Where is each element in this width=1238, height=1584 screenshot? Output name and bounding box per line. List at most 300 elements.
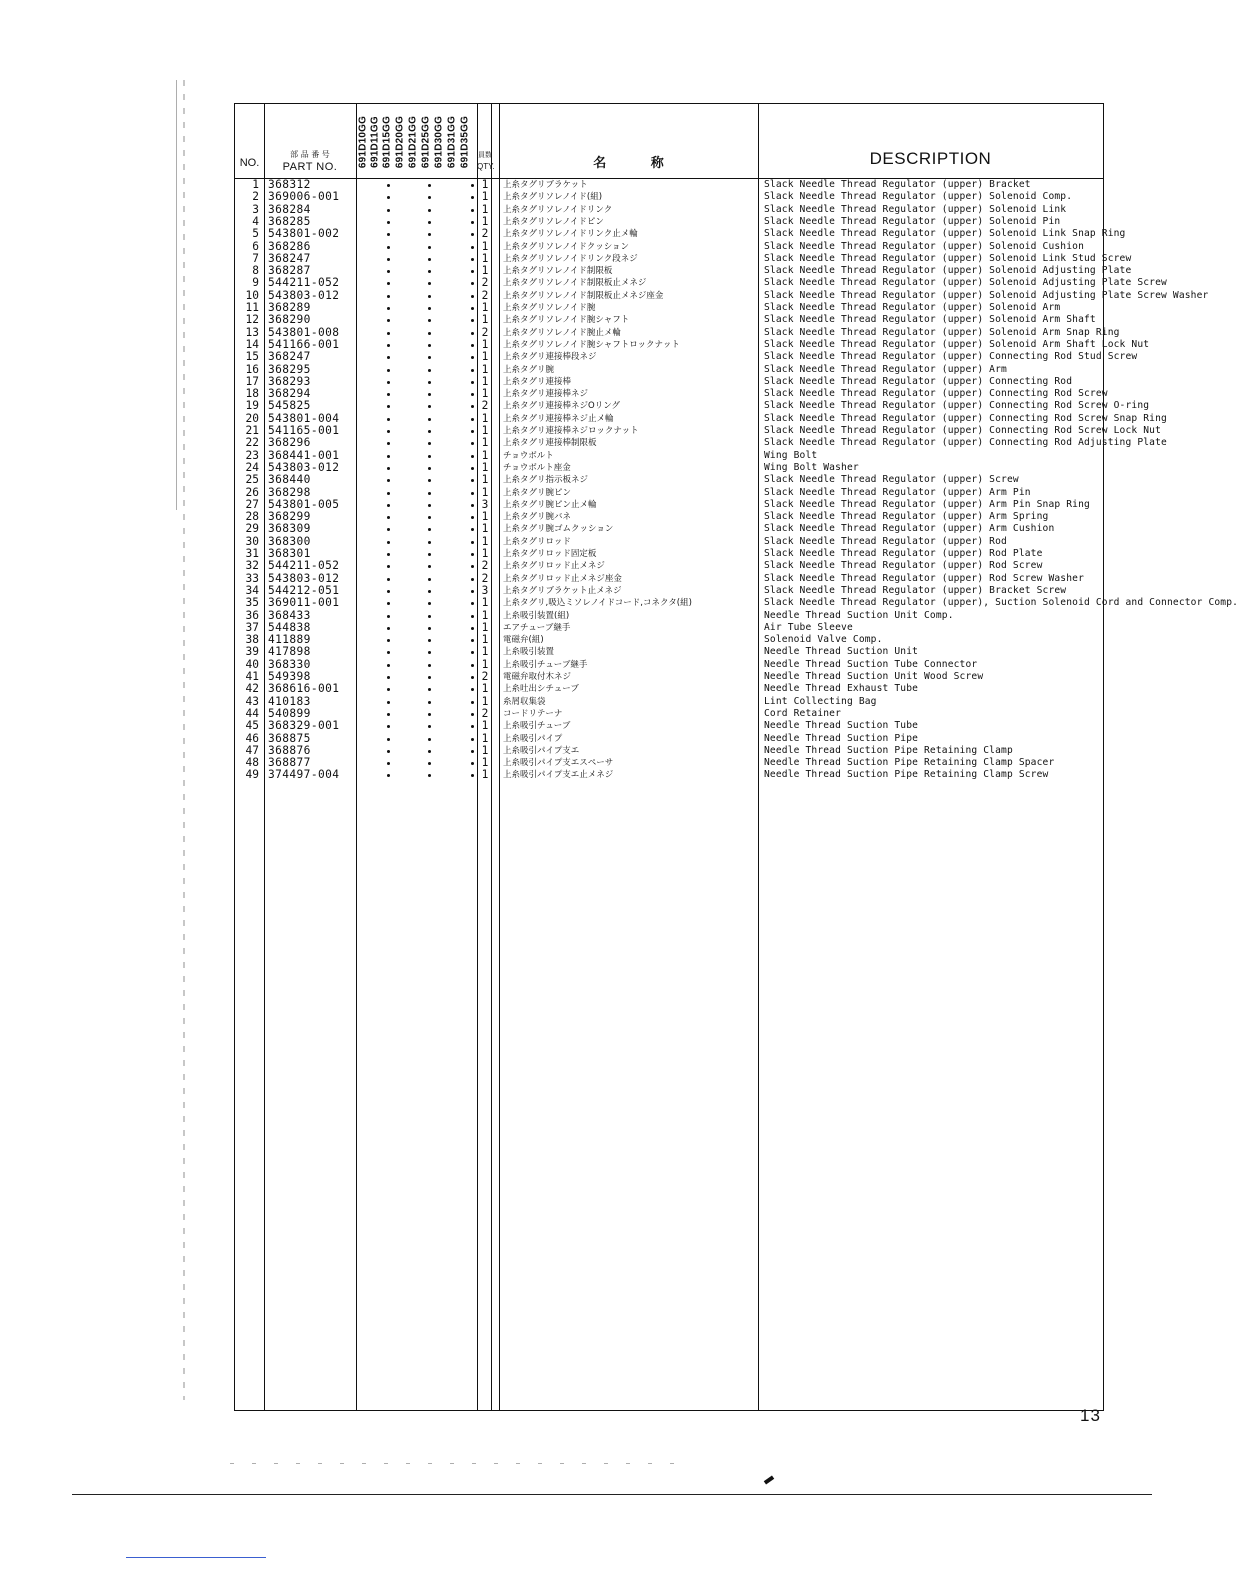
table-row: [235, 450, 1103, 462]
applicable-model-dot: [428, 356, 431, 359]
row-number: 28: [245, 510, 259, 524]
japanese-name: 上糸タグリソレノイド制限板止メネジ座金: [503, 290, 664, 301]
part-number: 543803-012: [268, 571, 340, 585]
quantity: 1: [481, 251, 489, 265]
table-row: [235, 585, 1103, 597]
quantity: 2: [481, 559, 489, 573]
applicable-model-dot: [428, 725, 431, 728]
japanese-name: 上糸タグリソレノイド制限板: [503, 266, 613, 277]
applicable-model-dot: [428, 332, 431, 335]
japanese-name: 上糸タグリソレノイドリンク段ネジ: [503, 253, 638, 264]
description: Slack Needle Thread Regulator (upper) Bracket: [764, 179, 1031, 190]
row-number: 20: [245, 411, 259, 425]
japanese-name: 上糸タグリ腕ゴムクッション: [503, 524, 614, 535]
quantity: 1: [481, 768, 489, 782]
applicable-model-dot: [471, 196, 474, 199]
applicable-model-dot: [428, 688, 431, 691]
applicable-model-dot: [471, 750, 474, 753]
description: Slack Needle Thread Regulator (upper) Screw: [764, 474, 1019, 486]
description: Slack Needle Thread Regulator (upper) Solenoid Link Snap Ring: [764, 228, 1126, 240]
applicable-model-dot: [387, 282, 390, 285]
japanese-name: 上糸吸引パイプ: [503, 733, 563, 744]
row-number: 4: [252, 214, 259, 228]
quantity: 1: [481, 719, 489, 733]
applicable-model-dot: [428, 430, 431, 433]
japanese-name: 上糸タグリソレノイドピン: [503, 216, 604, 227]
applicable-model-dot: [428, 738, 431, 741]
part-number: 368247: [268, 350, 311, 364]
applicable-model-dot: [387, 221, 390, 224]
japanese-name: 上糸タグリロッド止メネジ: [503, 561, 605, 572]
applicable-model-dot: [387, 393, 390, 396]
description: Wing Bolt: [764, 449, 818, 461]
quantity: 2: [481, 288, 489, 302]
part-number: 543801-008: [268, 325, 340, 339]
row-number: 19: [245, 399, 259, 413]
row-number: 45: [245, 719, 259, 733]
applicable-model-dot: [387, 418, 390, 421]
quantity: 3: [481, 497, 489, 511]
japanese-name: 上糸タグリ腕ピン止メ輪: [503, 499, 597, 510]
applicable-model-dot: [387, 381, 390, 384]
row-number: 32: [245, 559, 259, 573]
applicable-model-dot: [387, 344, 390, 347]
japanese-name: チョウボルト: [503, 450, 554, 461]
quantity: 2: [481, 325, 489, 339]
row-number: 2: [252, 190, 259, 204]
applicable-model-dot: [428, 184, 431, 187]
quantity: 2: [481, 706, 489, 720]
part-number: 368296: [268, 436, 311, 450]
applicable-model-dot: [471, 393, 474, 396]
applicable-model-dot: [387, 688, 390, 691]
applicable-model-dot: [428, 196, 431, 199]
qty-header: QTY.: [477, 162, 495, 171]
part-number: 368289: [268, 301, 311, 314]
description: Slack Needle Thread Regulator (upper) Solenoid Arm Shaft: [764, 314, 1096, 326]
quantity: 1: [481, 522, 489, 536]
description: Needle Thread Suction Unit Wood Screw: [764, 671, 984, 682]
japanese-name: 上糸タグリ,吸込ミソレノイドコード,コネクタ(組): [503, 598, 692, 609]
part-number: 368293: [268, 374, 311, 388]
description: Slack Needle Thread Regulator (upper) Arm Pin: [764, 486, 1031, 498]
part-number: 411889: [268, 633, 311, 647]
part-number: 417898: [268, 645, 311, 659]
applicable-model-dot: [471, 430, 474, 433]
row-number: 30: [245, 534, 259, 548]
applicable-model-dot: [471, 479, 474, 482]
applicable-model-dot: [471, 442, 474, 445]
row-number: 47: [245, 743, 259, 757]
part-number: 368295: [268, 362, 311, 376]
applicable-model-dot: [471, 282, 474, 285]
japanese-name: 上糸タグリ連接棒ネジロックナット: [503, 426, 639, 436]
applicable-model-dot: [428, 541, 431, 544]
scan-bottom-rule: [72, 1494, 1152, 1495]
quantity: 3: [481, 583, 489, 597]
row-number: 10: [245, 288, 259, 302]
japanese-name: 上糸吐出シチューブ: [503, 684, 579, 695]
applicable-model-dot: [387, 504, 390, 507]
scan-footer-rule: [126, 1557, 266, 1558]
quantity: 2: [481, 670, 489, 683]
applicable-model-dot: [428, 233, 431, 236]
part-number: 541166-001: [268, 337, 340, 351]
part-number: 543801-005: [268, 497, 340, 511]
quantity: 1: [481, 362, 489, 376]
table-row: [235, 708, 1103, 720]
japanese-name: 電磁弁取付木ネジ: [503, 672, 572, 682]
applicable-model-dot: [428, 492, 431, 495]
applicable-model-dot: [471, 602, 474, 605]
quantity: 1: [481, 387, 489, 401]
model-label: 691D25GG: [420, 115, 432, 169]
table-row: [235, 757, 1103, 769]
applicable-model-dot: [428, 504, 431, 507]
part-number: 368287: [268, 264, 311, 278]
part-number: 368290: [268, 313, 311, 327]
description: Needle Thread Suction Pipe: [764, 732, 919, 744]
part-number: 543801-002: [268, 227, 340, 241]
description: Slack Needle Thread Regulator (upper) Solenoid Pin: [764, 215, 1061, 227]
part-number: 540899: [268, 706, 311, 720]
part-number: 368299: [268, 510, 311, 524]
japanese-name: 上糸タグリブラケット: [503, 180, 588, 190]
quantity: 1: [481, 313, 489, 327]
row-number: 46: [245, 731, 259, 745]
applicable-model-dot: [387, 405, 390, 408]
japanese-name: 上糸タグリ連接棒制限板: [503, 438, 597, 449]
table-row: [235, 610, 1103, 622]
row-number: 38: [245, 633, 259, 647]
description: Slack Needle Thread Regulator (upper) Rod Screw: [764, 560, 1043, 572]
row-number: 5: [252, 227, 259, 241]
applicable-model-dot: [471, 455, 474, 458]
applicable-model-dot: [428, 676, 431, 679]
model-label: 691D21GG: [407, 115, 419, 169]
part-number: 374497-004: [268, 768, 340, 782]
quantity: 1: [481, 608, 489, 622]
japanese-name: 上糸吸引パイプ支エ: [503, 745, 580, 756]
applicable-model-dot: [428, 405, 431, 408]
table-row: [235, 216, 1103, 228]
part-number: 368247: [268, 251, 311, 265]
japanese-name: 上糸タグリブラケット止メネジ: [503, 585, 622, 596]
applicable-model-dot: [471, 664, 474, 667]
description: Solenoid Valve Comp.: [764, 634, 883, 646]
applicable-model-dot: [387, 467, 390, 470]
applicable-model-dot: [387, 492, 390, 495]
quantity: 1: [481, 534, 489, 548]
part-no-header: PART NO.: [282, 161, 338, 173]
table-row: [235, 769, 1103, 781]
applicable-model-dot: [471, 332, 474, 335]
quantity: 1: [481, 510, 489, 524]
applicable-model-dot: [471, 688, 474, 691]
part-number: 368309: [268, 522, 311, 536]
applicable-model-dot: [387, 578, 390, 581]
scan-smudge: [230, 1463, 690, 1464]
applicable-model-dot: [428, 319, 431, 322]
applicable-model-dot: [428, 369, 431, 372]
applicable-model-dot: [428, 750, 431, 753]
applicable-model-dot: [428, 590, 431, 593]
applicable-model-dot: [428, 516, 431, 519]
description: Needle Thread Suction Unit Comp.: [764, 609, 954, 621]
applicable-model-dot: [428, 258, 431, 261]
quantity: 1: [481, 596, 489, 610]
applicable-model-dot: [428, 602, 431, 605]
quantity: 1: [481, 448, 489, 462]
applicable-model-dot: [387, 442, 390, 445]
part-number: 368433: [268, 608, 311, 622]
applicable-model-dot: [428, 418, 431, 421]
quantity: 1: [481, 485, 489, 499]
table-row: [235, 350, 1138, 364]
row-number: 17: [245, 374, 259, 388]
japanese-name: 上糸タグリソレノイド腕シャフト: [503, 315, 630, 326]
description: Slack Needle Thread Regulator (upper) Bracket Screw: [764, 584, 1067, 596]
row-number: 9: [252, 276, 259, 290]
description: Slack Needle Thread Regulator (upper) Solenoid Adjusting Plate: [764, 265, 1132, 277]
applicable-model-dot: [428, 615, 431, 618]
row-number: 11: [245, 301, 259, 314]
row-number: 42: [245, 682, 259, 696]
applicable-model-dot: [428, 393, 431, 396]
applicable-model-dot: [471, 270, 474, 273]
row-number: 26: [245, 485, 259, 499]
quantity: 1: [481, 264, 489, 278]
table-row: [235, 548, 1103, 560]
applicable-model-dot: [471, 307, 474, 310]
japanese-name: 上糸吸引パイプ支エスペーサ: [503, 758, 614, 769]
row-number: 24: [245, 460, 259, 474]
row-number: 15: [245, 350, 259, 364]
part-number: 368875: [268, 731, 311, 745]
description: Air Tube Sleeve: [764, 621, 853, 633]
applicable-model-dot: [471, 553, 474, 556]
description: Slack Needle Thread Regulator (upper) Connecting Rod Screw O-ring: [764, 400, 1150, 412]
japanese-name: 上糸タグリ連接棒ネジ止メ輪: [503, 413, 614, 424]
applicable-model-dot: [428, 565, 431, 568]
applicable-model-dot: [428, 762, 431, 765]
part-number: 368876: [268, 743, 311, 757]
table-row: [235, 511, 1103, 523]
japanese-name: 上糸タグリソレノイドリンク止メ輪: [503, 229, 638, 240]
scan-mark: [764, 1475, 774, 1484]
quantity: 1: [481, 214, 489, 228]
japanese-name: 上糸タグリソレノイド腕シャフトロックナット: [503, 339, 680, 350]
japanese-name: 上糸タグリ連接棒ネジ: [503, 389, 589, 400]
table-row: [235, 227, 1126, 241]
applicable-model-dot: [387, 553, 390, 556]
applicable-model-dot: [428, 627, 431, 630]
table-row: [235, 251, 1132, 265]
applicable-model-dot: [387, 676, 390, 679]
table-row: [235, 696, 1103, 708]
applicable-model-dot: [387, 184, 390, 187]
model-column-header: [459, 106, 471, 178]
description: Slack Needle Thread Regulator (upper) Connecting Rod Stud Screw: [764, 351, 1138, 363]
description: Slack Needle Thread Regulator (upper) Solenoid Cushion: [764, 240, 1084, 252]
applicable-model-dot: [428, 664, 431, 667]
applicable-model-dot: [471, 615, 474, 618]
quantity: 1: [481, 411, 489, 425]
applicable-model-dot: [428, 553, 431, 556]
applicable-model-dot: [471, 184, 474, 187]
model-column-header: [420, 106, 432, 178]
japanese-name: 上糸タグリ連接棒: [503, 376, 572, 387]
description: Slack Needle Thread Regulator (upper) Connecting Rod: [764, 375, 1073, 387]
japanese-name: 上糸タグリソレノイドリンク: [503, 204, 613, 215]
japanese-name: 糸屑収集袋: [503, 696, 546, 707]
japanese-name: エアチューブ継手: [503, 622, 571, 633]
table-row: [235, 241, 1103, 253]
applicable-model-dot: [471, 356, 474, 359]
part-number: 410183: [268, 694, 311, 708]
scan-edge-mark: [176, 80, 177, 510]
table-row: [235, 179, 1103, 191]
description: Slack Needle Thread Regulator (upper) Rod Screw Washer: [764, 572, 1084, 584]
applicable-model-dot: [428, 713, 431, 716]
description: Slack Needle Thread Regulator (upper) Solenoid Arm: [764, 302, 1061, 313]
applicable-model-dot: [471, 405, 474, 408]
applicable-model-dot: [471, 713, 474, 716]
japanese-name: 上糸タグリ連接棒ネジOリング: [503, 401, 621, 412]
part-number: 544211-052: [268, 276, 340, 290]
description: Slack Needle Thread Regulator (upper) Solenoid Arm Snap Ring: [764, 326, 1120, 338]
applicable-model-dot: [471, 295, 474, 298]
table-row: [235, 436, 1167, 450]
quantity: 2: [481, 571, 489, 585]
applicable-model-dot: [471, 738, 474, 741]
part-number: 369011-001: [268, 596, 340, 610]
applicable-model-dot: [387, 713, 390, 716]
part-number: 368877: [268, 756, 311, 770]
model-label: 691D15GG: [381, 115, 393, 169]
name-header-jp: 名 称: [593, 156, 664, 171]
applicable-model-dot: [387, 319, 390, 322]
applicable-model-dot: [471, 492, 474, 495]
japanese-name: 上糸タグリ連接棒段ネジ: [503, 352, 597, 363]
table-row: [235, 733, 1103, 745]
model-column-header: [433, 106, 445, 178]
model-column-header: [394, 106, 406, 178]
japanese-name: 電磁弁(組): [503, 635, 544, 646]
applicable-model-dot: [387, 258, 390, 261]
description: Needle Thread Suction Tube: [764, 720, 919, 732]
japanese-name: 上糸タグリソレノイド腕: [503, 303, 596, 313]
applicable-model-dot: [387, 369, 390, 372]
applicable-model-dot: [428, 651, 431, 654]
description: Needle Thread Exhaust Tube: [764, 683, 919, 695]
table-row: [235, 364, 1103, 376]
row-number: 18: [245, 387, 259, 401]
description: Needle Thread Suction Pipe Retaining Clamp Spacer: [764, 757, 1055, 769]
page-number: 13: [1080, 1406, 1101, 1425]
quantity: 2: [481, 399, 489, 413]
japanese-name: 上糸タグリソレノイド腕止メ輪: [503, 327, 621, 338]
applicable-model-dot: [387, 233, 390, 236]
description: Needle Thread Suction Tube Connector: [764, 658, 978, 670]
quantity: 1: [481, 620, 489, 634]
applicable-model-dot: [387, 196, 390, 199]
applicable-model-dot: [387, 701, 390, 704]
japanese-name: 上糸タグリ指示板ネジ: [503, 475, 589, 486]
applicable-model-dot: [428, 209, 431, 212]
japanese-name: 上糸吸引チューブ: [503, 721, 571, 732]
quantity: 1: [481, 374, 489, 388]
japanese-name: 上糸吸引装置(組): [503, 610, 570, 621]
row-number: 44: [245, 706, 259, 720]
applicable-model-dot: [428, 774, 431, 777]
table-row: [235, 399, 1150, 413]
applicable-model-dot: [428, 246, 431, 249]
table-row: [235, 745, 1103, 757]
table-row: [235, 424, 1162, 437]
japanese-name: 上糸タグリ腕: [503, 364, 555, 375]
applicable-model-dot: [387, 627, 390, 630]
row-number: 41: [245, 670, 259, 683]
applicable-model-dot: [471, 516, 474, 519]
model-label: 691D10GG: [357, 115, 369, 169]
japanese-name: 上糸タグリ腕ピン: [503, 487, 572, 498]
row-number: 35: [245, 596, 259, 610]
table-row: [235, 325, 1120, 339]
description: Slack Needle Thread Regulator (upper) Solenoid Adjusting Plate Screw: [764, 277, 1167, 289]
applicable-model-dot: [471, 725, 474, 728]
table-row: [235, 204, 1103, 216]
description: Needle Thread Suction Pipe Retaining Clamp Screw: [764, 769, 1049, 781]
quantity: 2: [481, 276, 489, 290]
applicable-model-dot: [428, 295, 431, 298]
table-row: [235, 720, 1103, 732]
japanese-name: 上糸タグリソレノイドクッション: [503, 241, 630, 252]
part-number: 543801-004: [268, 411, 340, 425]
applicable-model-dot: [471, 774, 474, 777]
applicable-model-dot: [471, 639, 474, 642]
table-row: [235, 560, 1103, 572]
applicable-model-dot: [387, 356, 390, 359]
row-number: 23: [245, 448, 259, 462]
quantity: 1: [481, 190, 489, 204]
description: Slack Needle Thread Regulator (upper) Solenoid Adjusting Plate Screw Washer: [764, 289, 1209, 301]
scan-edge-mark: [183, 80, 185, 1400]
part-number: 544211-052: [268, 559, 340, 573]
table-row: [235, 596, 1238, 610]
row-number: 12: [245, 313, 259, 327]
applicable-model-dot: [471, 627, 474, 630]
row-number: 49: [245, 768, 259, 782]
japanese-name: 上糸タグリソレノイド制限板止メネジ: [503, 278, 647, 289]
qty-header-jp: 員数: [478, 151, 492, 159]
applicable-model-dot: [428, 270, 431, 273]
applicable-model-dot: [428, 455, 431, 458]
table-row: [235, 659, 1103, 671]
row-number: 31: [245, 547, 259, 560]
row-number: 21: [245, 424, 259, 437]
applicable-model-dot: [387, 455, 390, 458]
applicable-model-dot: [471, 565, 474, 568]
part-number: 368616-001: [268, 682, 340, 696]
quantity: 1: [481, 178, 489, 191]
table-row: [235, 646, 1103, 658]
table-row: [235, 683, 1103, 695]
applicable-model-dot: [471, 418, 474, 421]
applicable-model-dot: [471, 541, 474, 544]
quantity: 1: [481, 301, 489, 314]
table-row: [235, 499, 1103, 511]
